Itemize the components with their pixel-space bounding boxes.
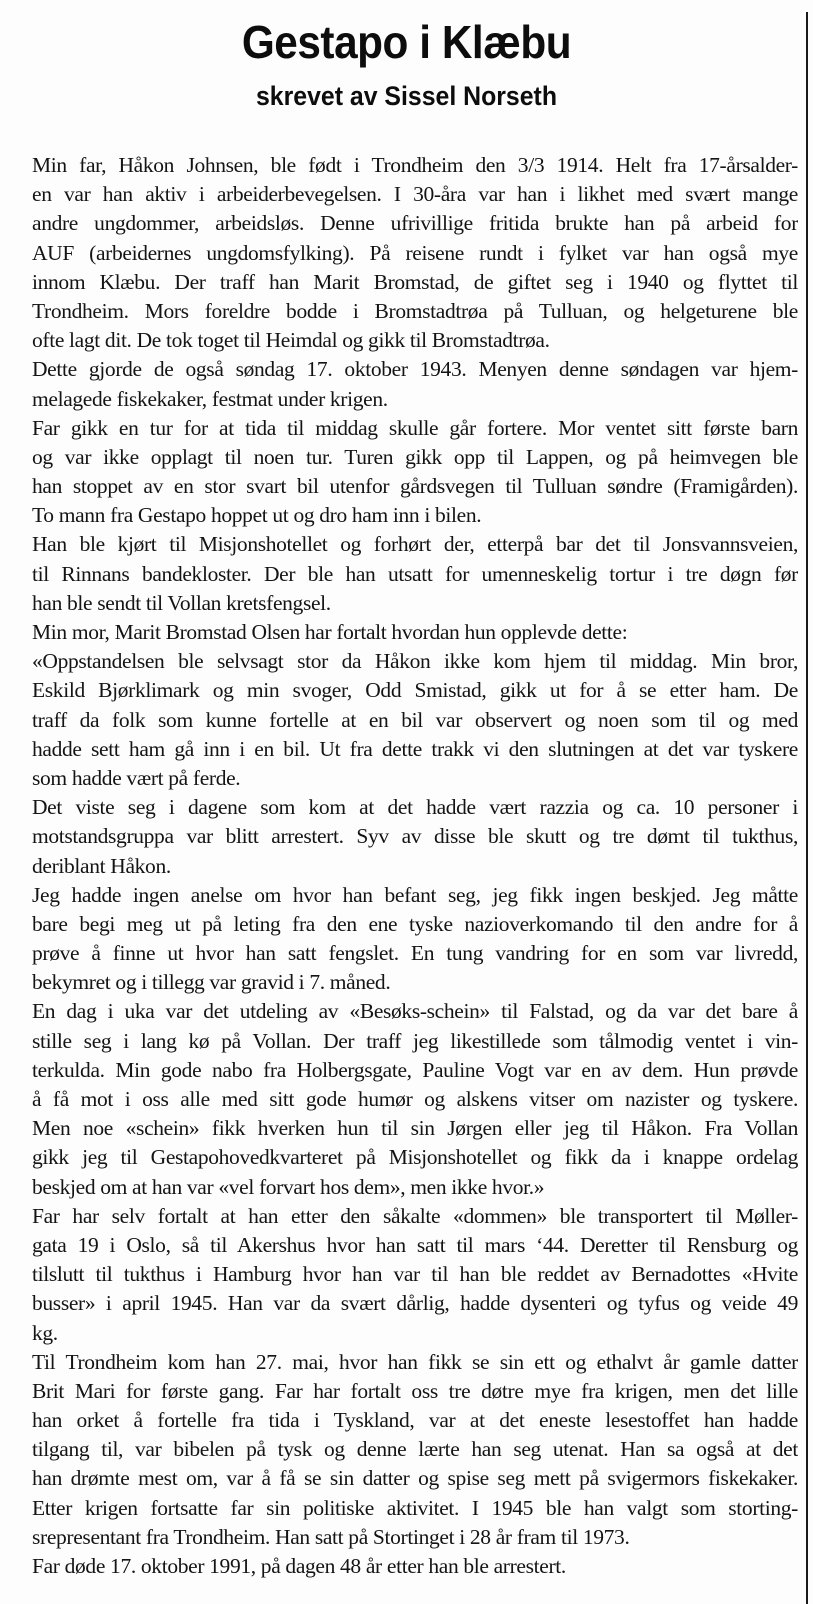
article-byline: skrevet av Sissel Norseth (255, 81, 558, 111)
text-line: Far døde 17. oktober 1991, på dagen 48 år etter han ble arrestert. (32, 1554, 566, 1578)
text-line: busser» i april 1945. Han var da svært dårlig, hadde dysenteri og tyfus og veide 49 (32, 1291, 798, 1316)
text-line: tilslutt til tukthus i Hamburg hvor han var til han ble reddet av Bernadottes «Hvite (32, 1262, 798, 1287)
text-line: han stoppet av en stor svart bil utenfor gårdsvegen til Tulluan søndre (Framigården). (32, 474, 798, 499)
text-line: srepresentant fra Trondheim. Han satt på Stortinget i 28 år fram til 1973. (32, 1524, 630, 1549)
text-line: gata 19 i Oslo, så til Akershus hvor han satt til mars ‘44. Deretter til Rensburg og (32, 1232, 798, 1257)
text-line: traff da folk som kunne fortelle at en bil var observert og noen som til og med (32, 707, 798, 732)
text-line: hadde sett ham gå inn i en bil. Ut fra dette trakk vi den slutningen at det var tyskere (32, 736, 798, 761)
text-line: Brit Mari for første gang. Far har fortalt oss tre døtre mye fra krigen, men det lille (32, 1378, 798, 1403)
text-line: Min far, Håkon Johnsen, ble født i Trondheim den 3/3 1914. Helt fra 17-årsalder- (32, 153, 798, 177)
text-line: Til Trondheim kom han 27. mai, hvor han fikk se sin ett og ethalvt år gamle datter (32, 1349, 798, 1374)
article-title: Gestapo i Klæbu (241, 16, 572, 68)
text-line: motstandsgruppa var blitt arrestert. Syv av disse ble skutt og tre dømt til tukthus, (32, 824, 798, 849)
text-line: innom Klæbu. Der traff han Marit Bromstad, de giftet seg i 1940 og flyttet til (32, 269, 798, 294)
text-line: Dette gjorde de også søndag 17. oktober 1943. Menyen denne søndagen var hjem- (32, 357, 798, 382)
text-line: og var ikke opplagt til noen tur. Turen gikk opp til Lappen, og på heimvegen ble (32, 444, 798, 469)
text-line: gikk jeg til Gestapohovedkvarteret på Misjonshotellet og fikk da i knappe ordelag (32, 1145, 798, 1170)
text-line: han orket å fortelle fra tida i Tyskland, var at det eneste lesestoffet han hadde (32, 1408, 798, 1433)
text-line: en var han aktiv i arbeiderbevegelsen. I 30-åra var han i likhet med svært mange (32, 182, 798, 207)
text-line: bare begi meg ut på leting fra den ene tyske nazioverkomando til den andre for å (32, 911, 798, 936)
text-line: Eskild Bjørklimark og min svoger, Odd Smistad, gikk ut for å se etter ham. De (32, 678, 798, 703)
text-line: som hadde vært på ferde. (32, 765, 241, 790)
text-line: prøve å finne ut hvor han satt fengslet. En tung vandring for en som var livredd, (32, 941, 798, 966)
text-line: deriblant Håkon. (32, 853, 171, 878)
text-line: han ble sendt til Vollan kretsfengsel. (32, 590, 331, 615)
text-line: AUF (arbeidernes ungdomsfylking). På reisene rundt i fylket var han også mye (32, 240, 798, 265)
text-line: Far gikk en tur for at tida til middag skulle går fortere. Mor ventet sitt første barn (32, 415, 798, 440)
text-line: Far har selv fortalt at han etter den såkalte «dommen» ble transportert til Møller- (32, 1203, 798, 1228)
text-line: bekymret og i tillegg var gravid i 7. måned. (32, 970, 391, 995)
text-line: terkulda. Min gode nabo fra Holbergsgate, Pauline Vogt var en av dem. Hun prøvde (32, 1057, 798, 1082)
text-line: til Rinnans bandekloster. Der ble han utsatt for umenneskelig tortur i tre døgn før (32, 561, 798, 586)
article-body (32, 151, 798, 1581)
text-line: Han ble kjørt til Misjonshotellet og forhørt der, etterpå bar det til Jonsvannsveien, (32, 532, 798, 557)
text-line: Men noe «schein» fikk hverken hun til sin Jørgen eller jeg til Håkon. Fra Vollan (32, 1116, 798, 1141)
text-line: beskjed om at han var «vel forvart hos dem», men ikke hvor.» (32, 1174, 545, 1199)
text-line: Etter krigen fortsatte far sin politiske aktivitet. I 1945 ble han valgt som storting- (32, 1495, 798, 1520)
right-margin-rule (806, 12, 808, 1604)
text-line: To mann fra Gestapo hoppet ut og dro ham inn i bilen. (32, 503, 482, 528)
text-line: «Oppstandelsen ble selvsagt stor da Håkon ikke kom hjem til middag. Min bror, (32, 649, 798, 674)
text-line: andre ungdommer, arbeidsløs. Denne ufrivillige fritida brukte han på arbeid for (32, 211, 798, 236)
text-line: tilgang til, var bibelen på tysk og denne lærte han seg utenat. Han sa også at det (32, 1437, 798, 1462)
text-line: Min mor, Marit Bromstad Olsen har fortalt hvordan hun opplevde dette: (32, 620, 628, 644)
text-line: stille seg i lang kø på Vollan. Der traff jeg likestillede som tålmodig ventet i vin- (32, 1028, 798, 1053)
text-line: ofte lagt dit. De tok toget til Heimdal og gikk til Bromstadtrøa. (32, 328, 550, 353)
text-line: Jeg hadde ingen anelse om hvor han befant seg, jeg fikk ingen beskjed. Jeg måtte (32, 882, 798, 907)
text-line: Trondheim. Mors foreldre bodde i Bromstadtrøa på Tulluan, og helgeturene ble (32, 298, 798, 323)
text-line: melagede fiskekaker, festmat under krigen. (32, 386, 388, 411)
text-line: kg. (32, 1320, 58, 1345)
text-line: han drømte mest om, var å få se sin datter og spise seg mett på svigermors fiskekaker. (32, 1466, 798, 1491)
text-line: Det viste seg i dagene som kom at det hadde vært razzia og ca. 10 personer i (32, 795, 798, 820)
text-line: En dag i uka var det utdeling av «Besøks-schein» til Falstad, og da var det bare å (32, 999, 798, 1024)
text-line: å få mot i oss alle med sitt gode humør og alskens vitser om nazister og tyskere. (32, 1087, 798, 1111)
